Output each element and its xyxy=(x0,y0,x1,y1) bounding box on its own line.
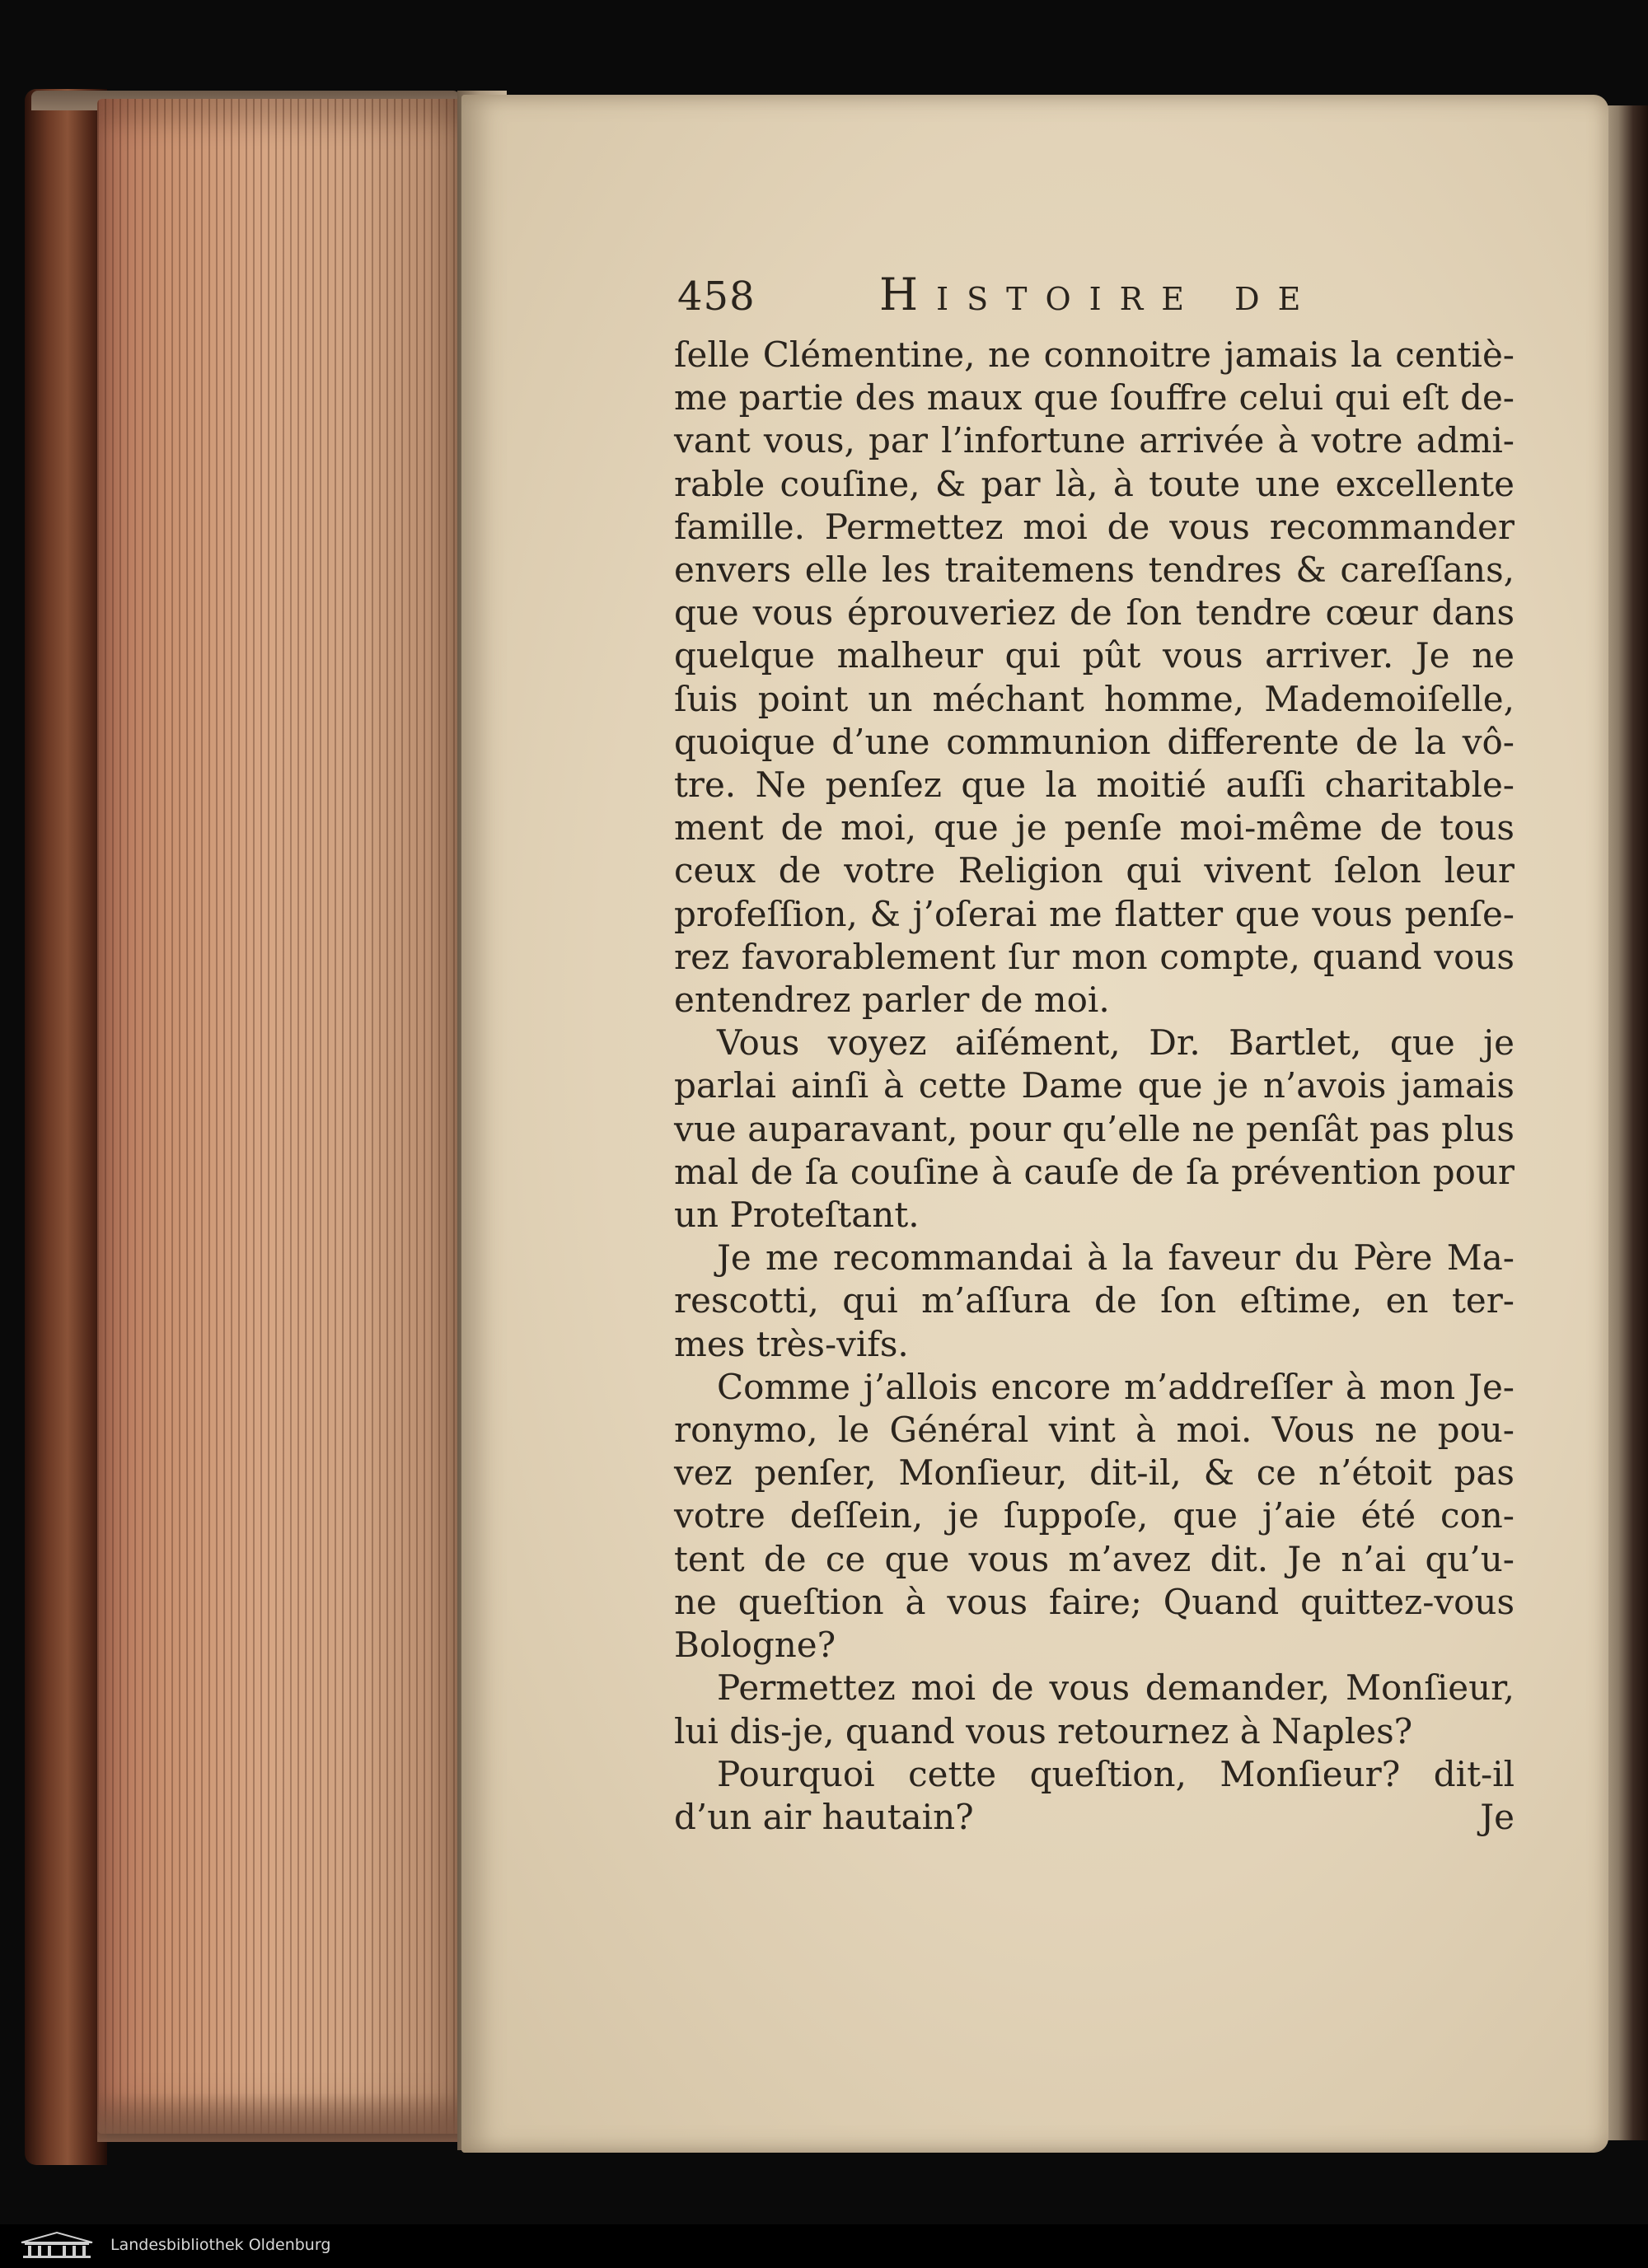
text-line: rez favorablement ſur mon compte, quand vous xyxy=(674,936,1515,977)
text-line: Permettez moi de vous demander, Monſieur, xyxy=(717,1667,1515,1709)
text-line: un Proteſtant. xyxy=(674,1195,920,1236)
page-edges-bottom xyxy=(97,2093,476,2142)
text-line: Comme j’allois encore m’addreſſer à mon Je- xyxy=(717,1366,1515,1407)
text-line: d’un air hautain? xyxy=(674,1796,974,1837)
running-title: Histoire de xyxy=(879,269,1319,320)
text-line: ment de moi, que je penſe moi-même de tous xyxy=(674,807,1515,849)
text-line: parlai ainſi à cette Dame que je n’avois jamais xyxy=(674,1065,1515,1106)
text-line: mes très-vifs. xyxy=(674,1323,909,1364)
text-line: ne queſtion à vous faire; Quand quittez-vous xyxy=(674,1581,1515,1622)
text-line: quoique d’une communion differente de la vô- xyxy=(674,721,1515,762)
text-line: rescotti, qui m’aſſura de ſon eſtime, en ter- xyxy=(674,1280,1515,1321)
text-line: famille. Permettez moi de vous recommander xyxy=(674,506,1515,547)
text-line: entendrez parler de moi. xyxy=(674,980,1110,1021)
text-line: rable couſine, & par là, à toute une excellente xyxy=(674,463,1515,504)
catchword: Je xyxy=(1480,1796,1515,1837)
text-line: Pourquoi cette queſtion, Monſieur? dit-il xyxy=(717,1753,1515,1794)
text-line: vue auparavant, pour qu’elle ne penſât pas plus xyxy=(674,1108,1515,1149)
text-line: Bologne? xyxy=(674,1625,836,1666)
body-text xyxy=(674,334,1515,1839)
text-line: vant vous, par l’infortune arrivée à votre admi- xyxy=(674,420,1515,461)
text-line: tent de ce que vous m’avez dit. Je n’ai qu’u- xyxy=(674,1538,1515,1579)
text-line: que vous éprouveriez de ſon tendre cœur dans xyxy=(674,592,1515,634)
text-line: lui dis-je, quand vous retournez à Naples? xyxy=(674,1710,1413,1751)
text-line: profeſſion, & j’oſerai me flatter que vous penſe- xyxy=(674,893,1515,934)
library-name: Landesbibliothek Oldenburg xyxy=(110,2236,331,2254)
page-edges xyxy=(97,99,472,2134)
book-cover xyxy=(25,89,107,2165)
page-number: 458 xyxy=(677,274,756,320)
text-line: envers elle les traitemens tendres & careſſans, xyxy=(674,549,1515,591)
text-line: votre deſſein, je ſuppoſe, que j’aie été con- xyxy=(674,1495,1515,1536)
running-head xyxy=(677,269,1551,326)
text-line: ceux de votre Religion qui vivent ſelon leur xyxy=(674,850,1515,891)
library-logo-icon xyxy=(16,2231,97,2259)
text-line: tre. Ne penſez que la moitié auſſi charitable- xyxy=(674,765,1515,806)
text-line: Je me recommandai à la faveur du Père Ma- xyxy=(717,1237,1515,1279)
text-line: Vous voyez aiſément, Dr. Bartlet, que je xyxy=(717,1022,1515,1064)
text-line: vez penſer, Monſieur, dit-il, & ce n’étoit pas xyxy=(674,1452,1515,1494)
text-line: quelque malheur qui pût vous arriver. Je ne xyxy=(674,635,1515,676)
text-line: ronymo, le Général vint à moi. Vous ne pou- xyxy=(674,1410,1515,1451)
text-line: me partie des maux que ſouffre celui qui eſt de- xyxy=(674,377,1515,419)
text-line: mal de ſa couſine à cauſe de ſa prévention pour xyxy=(674,1151,1515,1192)
text-line: ſelle Clémentine, ne connoitre jamais la centiè- xyxy=(674,334,1515,375)
text-line: ſuis point un méchant homme, Mademoiſelle, xyxy=(674,678,1515,719)
final-line-row xyxy=(674,1796,1515,1839)
